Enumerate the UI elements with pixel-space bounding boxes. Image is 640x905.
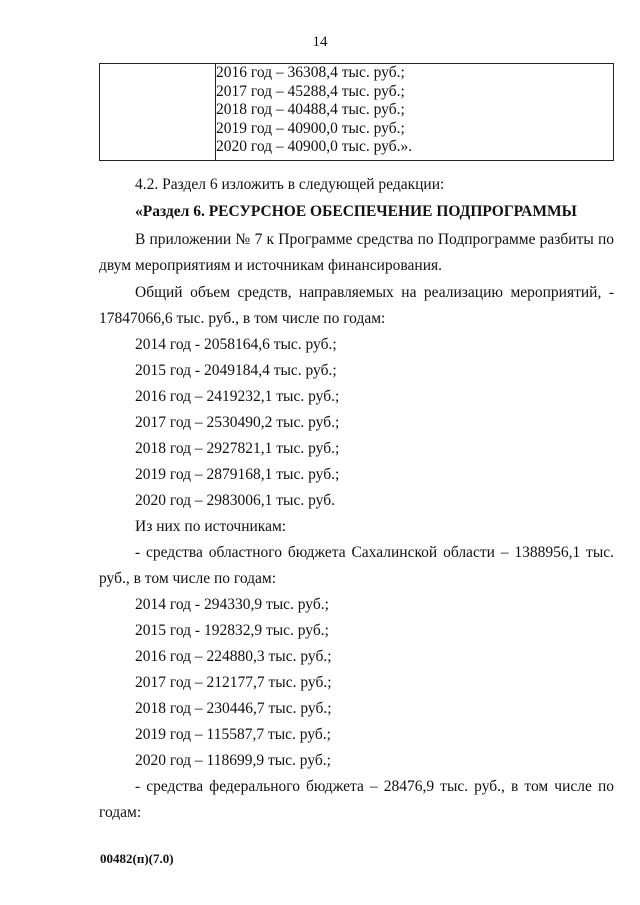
section-heading: «Раздел 6. РЕСУРСНОЕ ОБЕСПЕЧЕНИЕ ПОДПРОГРАММЫ bbox=[135, 203, 577, 220]
page-number: 14 bbox=[312, 34, 328, 50]
table-line: 2018 год – 40488,4 тыс. руб.; bbox=[216, 101, 405, 119]
table-line: 2016 год – 36308,4 тыс. руб.; bbox=[216, 64, 405, 81]
list-item: 2018 год – 230446,7 тыс. руб.; bbox=[135, 700, 332, 717]
list-item: 2019 год – 115587,7 тыс. руб.; bbox=[135, 726, 331, 743]
document-code: 00482(п)(7.0) bbox=[100, 851, 174, 866]
table-line: 2020 год – 40900,0 тыс. руб.». bbox=[216, 138, 413, 156]
list-item: 2017 год – 212177,7 тыс. руб.; bbox=[135, 674, 332, 691]
list-item: 2016 год – 2419232,1 тыс. руб.; bbox=[135, 388, 340, 405]
list-item: 2015 год - 192832,9 тыс. руб.; bbox=[135, 622, 329, 639]
list-item: 2019 год – 2879168,1 тыс. руб.; bbox=[135, 466, 340, 483]
financing-table bbox=[99, 63, 614, 161]
list-item: 2020 год – 118699,9 тыс. руб.; bbox=[135, 752, 331, 769]
list-item: 2014 год - 294330,9 тыс. руб.; bbox=[135, 596, 329, 613]
table-row bbox=[100, 64, 614, 161]
table-empty-cell bbox=[100, 64, 216, 161]
section-intro: 4.2. Раздел 6 изложить в следующей редакции: bbox=[135, 176, 445, 193]
sources-label: Из них по источникам: bbox=[135, 518, 287, 535]
paragraph-line: - средства областного бюджета Сахалинской области – 1388956,1 тыс. bbox=[135, 544, 614, 561]
table-line: 2017 год – 45288,4 тыс. руб.; bbox=[216, 82, 405, 100]
table-values-cell bbox=[216, 64, 614, 161]
list-item: 2020 год – 2983006,1 тыс. руб. bbox=[135, 492, 335, 509]
paragraph-line: 17847066,6 тыс. руб., в том числе по годам: bbox=[99, 310, 386, 327]
paragraph-line: Общий объем средств, направляемых на реализацию мероприятий, - bbox=[135, 284, 614, 301]
list-item: 2014 год - 2058164,6 тыс. руб.; bbox=[135, 336, 337, 353]
paragraph-line: - средства федерального бюджета – 28476,9 тыс. руб., в том числе по bbox=[135, 778, 614, 795]
list-item: 2017 год – 2530490,2 тыс. руб.; bbox=[135, 414, 340, 431]
list-item: 2018 год – 2927821,1 тыс. руб.; bbox=[135, 440, 340, 457]
list-item: 2016 год – 224880,3 тыс. руб.; bbox=[135, 648, 332, 665]
paragraph-line: годам: bbox=[99, 804, 142, 821]
list-item: 2015 год - 2049184,4 тыс. руб.; bbox=[135, 362, 337, 379]
paragraph-line: В приложении № 7 к Программе средства по Подпрограмме разбиты по bbox=[135, 231, 614, 248]
paragraph-line: руб., в том числе по годам: bbox=[99, 570, 277, 587]
table-line: 2019 год – 40900,0 тыс. руб.; bbox=[216, 119, 405, 137]
paragraph-line: двум мероприятиям и источникам финансирования. bbox=[99, 257, 443, 274]
